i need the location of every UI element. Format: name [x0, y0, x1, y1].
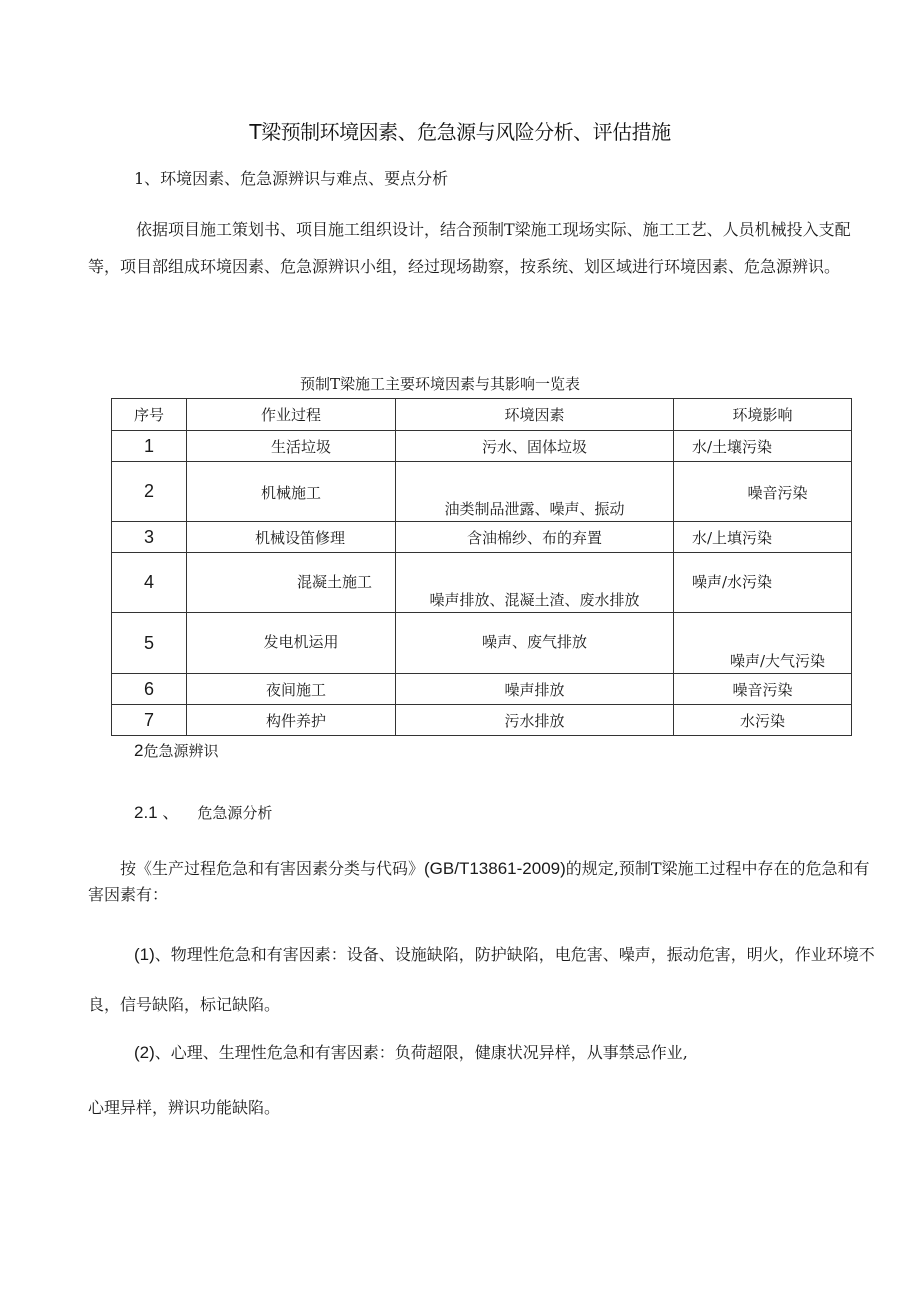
- row-no: 6: [112, 674, 187, 705]
- row-factor-cell: [396, 553, 674, 613]
- item-1-text: 、物理性危急和有害因素：设备、设施缺陷，防护缺陷，电危害、噪声，振动危害，明火，作业环境不良，信号缺陷，标记缺陷。: [88, 945, 875, 1014]
- hazard-item-2: [134, 1040, 688, 1063]
- section-2-number: 2: [134, 741, 144, 760]
- row-process: 生活垃圾: [187, 431, 396, 462]
- row-no: 5: [112, 613, 187, 674]
- section-2-1-title: 危急源分析: [197, 804, 273, 822]
- row-process-cell: [187, 462, 396, 522]
- table-row: [112, 613, 852, 674]
- section-2-paragraph: [88, 856, 878, 908]
- row-process-cell: [187, 553, 396, 613]
- table-row: [112, 431, 852, 462]
- para-part-a: 按《生产过程危急和有害因素分类与代码》: [120, 859, 425, 878]
- header-impact: 环境影响: [674, 399, 852, 431]
- row-factor-cell: [396, 613, 674, 674]
- section-2-1-number: 2.1 、: [134, 803, 180, 822]
- row-process: 机械设笛修理: [187, 522, 396, 553]
- table-caption: 预制T梁施工主要环境因素与其影响一览表: [299, 375, 580, 393]
- table-row: [112, 674, 852, 705]
- row-impact: 噪音污染: [674, 674, 852, 705]
- section-2-1-heading: [134, 798, 272, 823]
- row-process: 夜间施工: [187, 674, 396, 705]
- row-impact: 水/上填污染: [674, 522, 852, 553]
- header-factor: 环境因素: [396, 399, 674, 431]
- table-row: [112, 522, 852, 553]
- row-factor: 污水、固体垃圾: [396, 431, 674, 462]
- row-factor: 污水排放: [396, 705, 674, 736]
- row-process: 机械施工: [260, 484, 321, 502]
- row-impact: 水污染: [674, 705, 852, 736]
- standard-code: (GB/T13861-2009): [424, 859, 566, 878]
- row-factor-cell: [396, 462, 674, 522]
- section-1-heading: 1、环境因素、危急源辨识与难点、要点分析: [134, 169, 449, 188]
- row-process-cell: [187, 613, 396, 674]
- row-factor: 噪声、废气排放: [481, 633, 587, 651]
- section-2-title: 危急源辨识: [143, 742, 219, 760]
- row-impact: 噪音污染: [747, 484, 808, 502]
- row-no: 3: [112, 522, 187, 553]
- item-2-number: (2): [134, 1043, 155, 1062]
- section-2-heading: [134, 740, 218, 761]
- table-row: [112, 553, 852, 613]
- table-row: [112, 462, 852, 522]
- row-no: 1: [112, 431, 187, 462]
- table-header-row: [112, 399, 852, 431]
- header-process: 作业过程: [187, 399, 396, 431]
- document-title: T梁预制环境因素、危急源与风险分析、评估措施: [249, 120, 671, 144]
- row-factor: 噪声排放: [396, 674, 674, 705]
- hazard-item-1: [88, 930, 878, 1030]
- row-factor: 含油棉纱、布的弃置: [396, 522, 674, 553]
- section-1-paragraph: 依据项目施工策划书、项目施工组织设计，结合预制T梁施工现场实际、施工工艺、人员机械投入支配等，项目部组成环境因素、危急源辨识小组，经过现场勘察，按系统、划区域进行环境因素、危急源辨识。: [88, 220, 851, 276]
- row-impact-cell: [674, 553, 852, 613]
- table-row: [112, 705, 852, 736]
- row-impact: 水/土壤污染: [674, 431, 852, 462]
- row-process: 构件养护: [187, 705, 396, 736]
- row-process: 混凝土施工: [297, 573, 373, 591]
- header-no: 序号: [112, 399, 187, 431]
- row-factor: 油类制品泄露、噪声、振动: [444, 500, 625, 518]
- row-impact-cell: [674, 462, 852, 522]
- row-no: 7: [112, 705, 187, 736]
- hazard-item-2-continuation: 心理异样，辨识功能缺陷。: [88, 1098, 281, 1117]
- row-impact-cell: [674, 613, 852, 674]
- item-1-number: (1): [134, 945, 155, 964]
- row-impact: 噪声/大气污染: [729, 652, 826, 670]
- row-factor: 噪声排放、混凝土渣、废水排放: [429, 591, 640, 609]
- row-no: 2: [112, 462, 187, 522]
- para-part-b: 的规定,预制T梁施工过程中存在的危急和有害因素有：: [88, 859, 870, 904]
- item-2-text: 、心理、生理性危急和有害因素：负荷超限，健康状况异样，从事禁忌作业,: [154, 1043, 688, 1062]
- row-no: 4: [112, 553, 187, 613]
- environment-factors-table: [111, 398, 852, 736]
- row-process: 发电机运用: [263, 633, 339, 651]
- row-impact: 噪声/水污染: [692, 573, 773, 591]
